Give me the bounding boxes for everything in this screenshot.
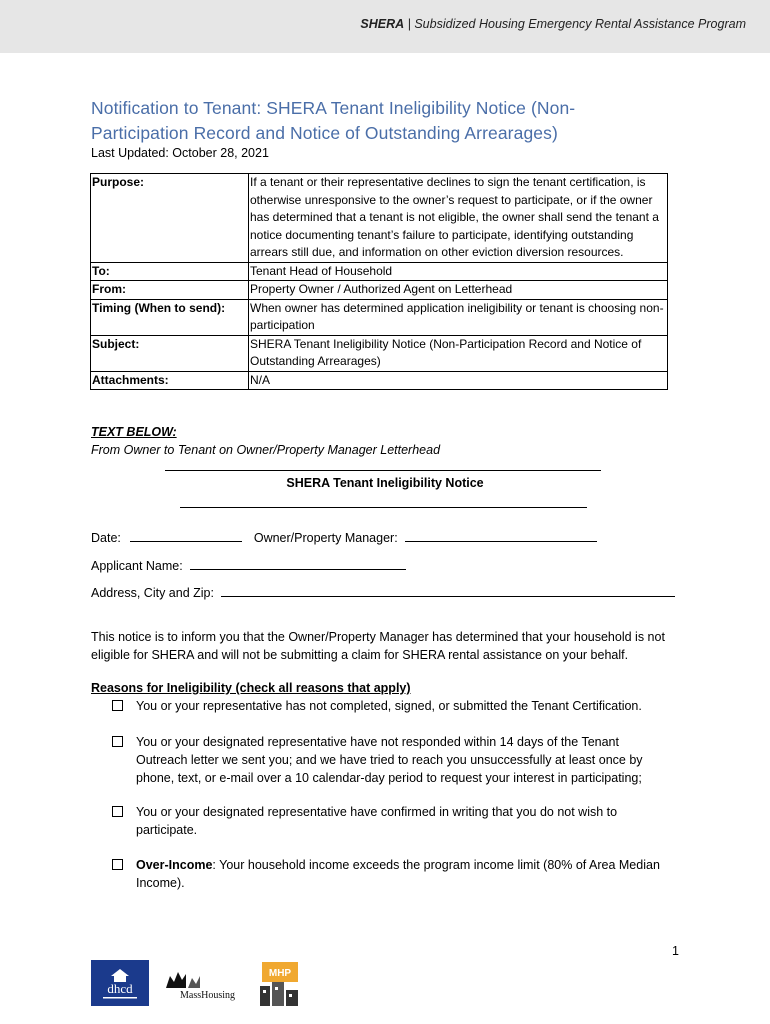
table-row <box>91 262 668 281</box>
date-label: Date: <box>91 531 121 545</box>
dhcd-logo <box>91 960 149 1006</box>
row-label: Purpose: <box>91 174 249 263</box>
row-label: From: <box>91 281 249 300</box>
table-row <box>91 281 668 300</box>
program-name: | Subsidized Housing Emergency Rental Assistance Program <box>404 17 746 31</box>
page-header-bar <box>0 0 770 53</box>
table-row <box>91 335 668 371</box>
reason-body: You or your representative has not completed, signed, or submitted the Tenant Certification. <box>136 699 642 713</box>
checkbox[interactable] <box>112 736 123 747</box>
reason-text <box>136 803 672 839</box>
checkbox[interactable] <box>112 700 123 711</box>
date-blank-field[interactable] <box>130 529 242 542</box>
row-value: SHERA Tenant Ineligibility Notice (Non-Participation Record and Notice of Outstanding Arrearages) <box>249 335 668 371</box>
row-value: When owner has determined application ineligibility or tenant is choosing non-participation <box>249 299 668 335</box>
masshousing-logo <box>160 966 246 1002</box>
reason-body: : Your household income exceeds the program income limit (80% of Area Median Income). <box>136 858 660 890</box>
row-label: Subject: <box>91 335 249 371</box>
mhp-logo-text: MHP <box>268 968 292 979</box>
manager-label: Owner/Property Manager: <box>253 531 398 545</box>
program-header <box>360 17 746 31</box>
letterhead-rule-top <box>165 470 601 471</box>
reason-item <box>112 733 672 787</box>
masshousing-logo-icon <box>160 966 246 1002</box>
reason-item <box>112 803 672 839</box>
table-row <box>91 299 668 335</box>
reason-body: You or your designated representative have confirmed in writing that you do not wish to participate. <box>136 805 618 837</box>
reason-text <box>136 733 672 787</box>
row-label: Attachments: <box>91 371 249 390</box>
date-manager-row <box>91 529 597 545</box>
reason-body: You or your designated representative have not responded within 14 days of the Tenant Outreach letter we sent you; and we have tried to reach you unsuccessfully at least once by phone, text, or e-mail over a 10 calendar-day period to request your interest in participating; <box>136 735 643 785</box>
intro-paragraph: This notice is to inform you that the Owner/Property Manager has determined that your household is not eligible for SHERA and will not be submitting a claim for SHERA rental assistance on your behalf. <box>91 630 665 662</box>
masshousing-logo-text: MassHousing <box>180 990 236 1001</box>
table-row <box>91 174 668 263</box>
text-below-heading: TEXT BELOW: <box>91 425 177 439</box>
document-title: Notification to Tenant: SHERA Tenant Ineligibility Notice (Non-Participation Record and Notice of Outstanding Arrearages) <box>91 98 576 143</box>
dhcd-logo-text: dhcd <box>107 981 133 996</box>
dhcd-logo-icon <box>91 960 149 1006</box>
mhp-logo <box>258 960 302 1008</box>
row-value: Property Owner / Authorized Agent on Letterhead <box>249 281 668 300</box>
reason-item <box>112 697 672 715</box>
applicant-blank-field[interactable] <box>190 557 406 570</box>
row-value: N/A <box>249 371 668 390</box>
from-instruction: From Owner to Tenant on Owner/Property Manager Letterhead <box>91 443 441 457</box>
notice-title: SHERA Tenant Ineligibility Notice <box>286 476 484 490</box>
reason-item <box>112 856 672 892</box>
page-number: 1 <box>672 944 679 958</box>
applicant-row <box>91 557 406 573</box>
reason-text <box>136 856 672 892</box>
address-label: Address, City and Zip: <box>91 586 214 600</box>
reason-bold: Over-Income <box>136 858 213 872</box>
address-row <box>91 584 675 600</box>
checkbox[interactable] <box>112 806 123 817</box>
row-label: Timing (When to send): <box>91 299 249 335</box>
notice-info-table <box>90 173 668 390</box>
row-label: To: <box>91 262 249 281</box>
last-updated: Last Updated: October 28, 2021 <box>91 146 269 160</box>
reason-text <box>136 697 672 715</box>
row-value: Tenant Head of Household <box>249 262 668 281</box>
address-blank-field[interactable] <box>221 584 675 597</box>
applicant-label: Applicant Name: <box>91 559 183 573</box>
manager-blank-field[interactable] <box>405 529 597 542</box>
reasons-heading: Reasons for Ineligibility (check all reasons that apply) <box>91 681 411 695</box>
mhp-logo-icon <box>258 960 302 1008</box>
checkbox[interactable] <box>112 859 123 870</box>
program-acronym: SHERA <box>360 17 405 31</box>
letterhead-rule-bottom <box>180 507 587 508</box>
row-value: If a tenant or their representative declines to sign the tenant certification, is otherwise unresponsive to the owner’s request to participate, or if the owner has determined that a tenant is not eligible, the owner shall send the tenant a notice documenting tenant’s failure to participate, identifying outstanding arrears still due, and information on other eviction diversion resources. <box>249 174 668 263</box>
table-row <box>91 371 668 390</box>
